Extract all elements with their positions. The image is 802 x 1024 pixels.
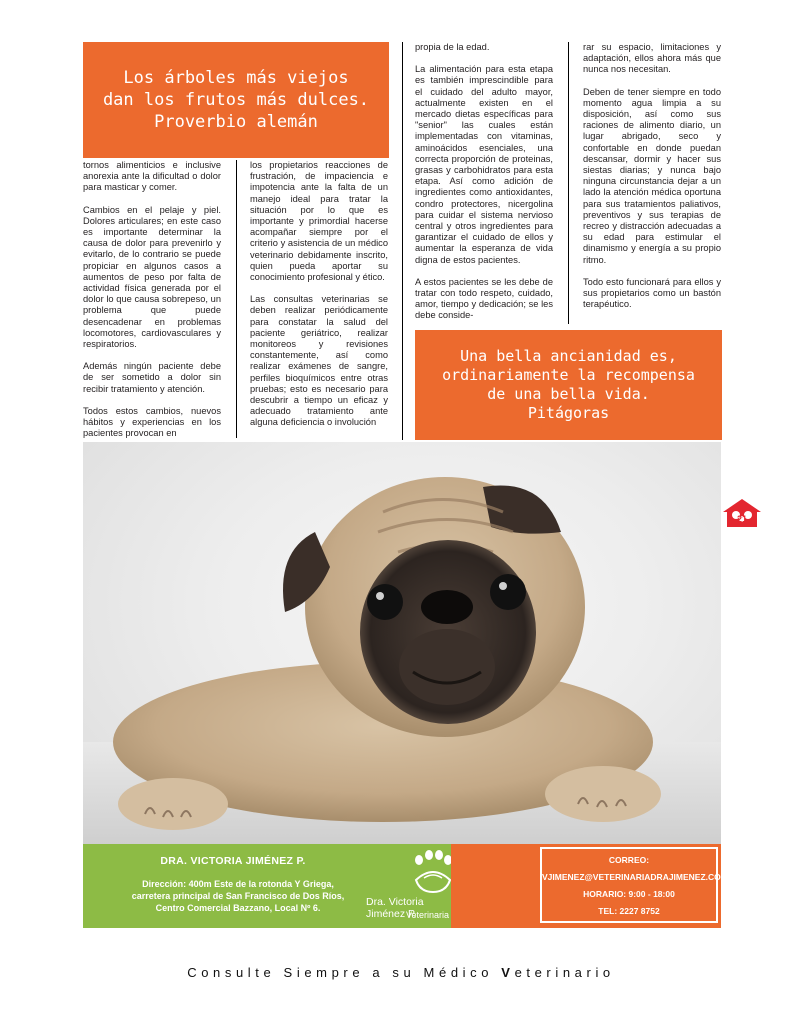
article-column-1	[83, 160, 221, 450]
quote-box-top	[83, 42, 389, 158]
article-column-3	[415, 42, 553, 333]
column-divider	[568, 42, 569, 324]
paragraph: Todos estos cambios, nuevos hábitos y experiencias en los pacientes provocan en	[83, 405, 221, 439]
paragraph: La alimentación para esta etapa es también imprescindible para el cuidado del adulto mayor, actualmente existen en el mercado dietas específicas para "senior" las cuales están implementadas con vitaminas, aminoácidos esenciales, una correcta proporción de proteinas, grasas y carbohidratos para esta etapa. Así como adición de ingredientes como antioxidantes, condro protectores, nicergolina para cuidar el sistema nervioso central y otros ingredientes para garantizar el cuidado de ellos y aumentar la esperanza de vida digna de estos pacientes.	[415, 64, 553, 265]
quote-line: Proverbio alemán	[154, 112, 318, 132]
footer-contact-panel	[83, 844, 451, 928]
paragraph: tornos alimenticios e inclusive anorexia ante la dificultad o dolor para masticar y comer.	[83, 160, 221, 193]
column-divider	[236, 160, 237, 438]
quote-line: Pitágoras	[527, 404, 610, 422]
address	[123, 878, 353, 914]
quote-line: de una bella vida.	[487, 385, 650, 403]
column-divider	[402, 42, 403, 440]
tagline-text: Consulte Siempre a su Médico	[187, 965, 502, 980]
doctor-name: DRA. VICTORIA JIMÉNEZ P.	[160, 855, 306, 867]
pug-photo	[83, 442, 721, 844]
paragraph: A estos pacientes se les debe de tratar con todo respeto, cuidado, amor, tiempo y dedicación; se les debe conside-	[415, 276, 553, 321]
address-line: carretera principal de San Francisco de Dos Ríos,	[131, 891, 345, 901]
paragraph: los propietarios reacciones de frustración, de impaciencia e impotencia ante la falta de un manejo ideal para tratar la situación por lo que es importante y primordial hacerse acompañar siempre por el criterio y asistencia de un médico veterinario debidamente inscrito, quien pueda aportar su conocimiento profesional y ético.	[250, 160, 388, 283]
pug-illustration	[83, 442, 721, 844]
email-label: CORREO:	[608, 855, 650, 865]
article-column-4	[583, 42, 721, 321]
quote-box-middle	[415, 330, 722, 440]
address-line: Dirección: 400m Este de la rotonda Y Griega,	[142, 879, 334, 889]
page-number-badge	[722, 498, 762, 528]
paragraph: propia de la edad.	[415, 42, 490, 52]
quote-line: Los árboles más viejos	[123, 68, 349, 88]
logo-name: Dra. Victoria Jiménez P.	[366, 896, 424, 920]
tagline	[0, 965, 802, 980]
phone: TEL: 2227 8752	[598, 906, 660, 916]
page-number: 21	[736, 514, 748, 524]
paragraph: Deben de tener siempre en todo momento agua limpia a su disposición, así como sus raciones de alimento diario, un lugar abrigado, seco y confortable en donde puedan descansar, dormir y hacer sus siestas diarias; y nunca bajo ninguna circunstancia dejar a un lado la atención médica oportuna para sus tratamientos paliativos, preventivos y sus terapias de recreo y distracción adecuadas a su edad para estimular el dinamismo y energía a su propio ritmo.	[583, 86, 721, 265]
quote-line: dan los frutos más dulces.	[102, 90, 370, 110]
paw-logo-icon	[410, 850, 456, 899]
address-line: Centro Comercial Bazzano, Local Nº 6.	[155, 903, 321, 913]
tagline-text-end: eterinario	[514, 965, 615, 980]
quote-line: Una bella ancianidad es,	[460, 347, 677, 365]
paragraph: rar su espacio, limitaciones y adaptación, ellos ahora más que nunca nos necesitan.	[583, 42, 721, 75]
paragraph: Todo esto funcionará para ellos y sus propietarios como un bastón terapéutico.	[583, 276, 721, 310]
quote-line: ordinariamente la recompensa	[442, 366, 695, 384]
paragraph: Además ningún paciente debe de ser sometido a dolor sin recibir tratamiento y atención.	[83, 361, 221, 394]
caduceus-v-icon: V	[501, 965, 515, 980]
logo-subtitle: Veterinaria	[406, 910, 450, 920]
article-column-2	[250, 160, 388, 440]
email-link[interactable]: VJIMENEZ@VETERINARIADRAJIMENEZ.COM	[542, 872, 728, 882]
contact-box	[540, 847, 728, 923]
hours: HORARIO: 9:00 - 18:00	[583, 889, 675, 899]
paragraph: Las consultas veterinarias se deben realizar periódicamente para constatar la salud del paciente geriátrico, realizar monitoreos y revisiones constantemente, así como realizar exámenes de sangre, perfiles bioquímicos entre otras pruebas; esto es necesario para descubrir a tiempo un eficaz y adecuado tratamiento ante alguna deficiencia o involución	[250, 294, 388, 428]
paragraph: Cambios en el pelaje y piel. Dolores articulares; en este caso es importante determinar la causa de dolor para prevenirlo y evitarlo, de lo contrario se puede propiciar en algunos casos a aumentos de peso por falta de actividad física generada por el dolor lo que causa sobrepeso, un problema que puede desencadenar en problemas locomotores, cardiovasculares y respiratorios.	[83, 204, 221, 350]
